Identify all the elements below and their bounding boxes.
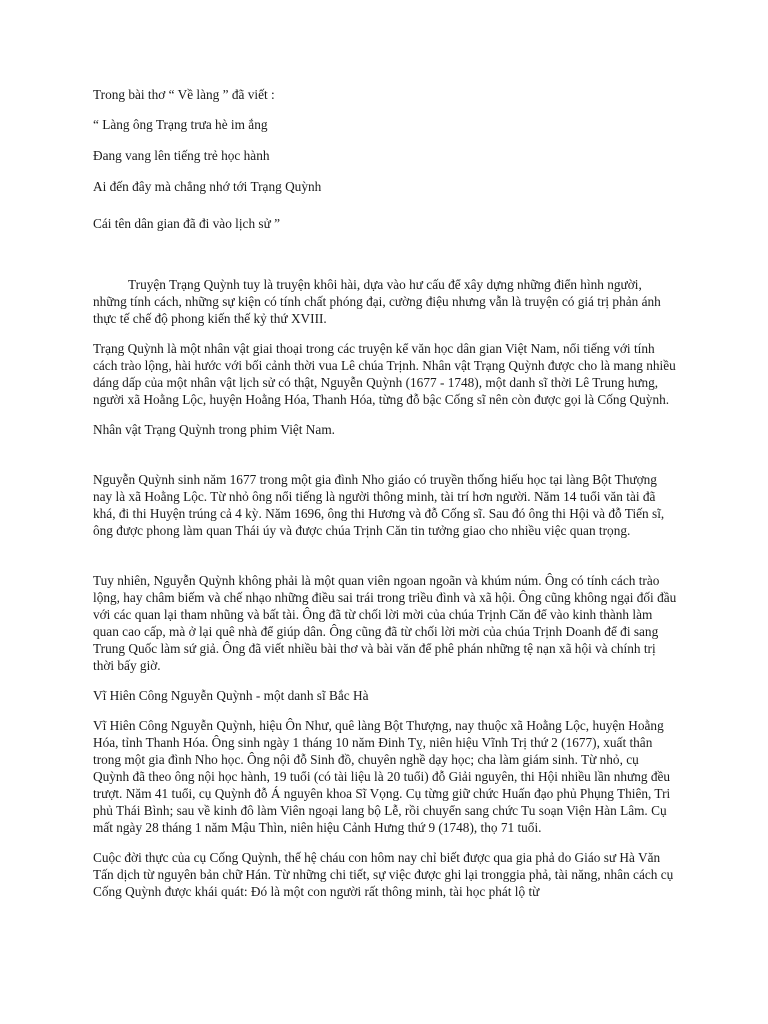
paragraph-2: Trạng Quỳnh là một nhân vật giai thoại trong các truyện kể văn học dân gian Việt Nam, nổi tiếng với tính cách trào lộng, hài hước với bối cảnh thời vua Lê chúa Trịnh. Nhân vật Trạng Quỳnh được cho là mang nhiều dáng dấp của một nhân vật lịch sử có thật, Nguyễn Quỳnh (1677 - 1748), một danh sĩ thời Lê Trung hưng, người xã Hoằng Lộc, huyện Hoằng Hóa, Thanh Hóa, từng đỗ bậc Cống sĩ nên còn được gọi là Cống Quỳnh. (93, 341, 676, 407)
verse-line-2: Đang vang lên tiếng trẻ học hành (93, 148, 270, 163)
verse-line-1: “ Làng ông Trạng trưa hè im ắng (93, 117, 268, 132)
image-caption: Nhân vật Trạng Quỳnh trong phim Việt Nam. (93, 422, 335, 437)
verse-line-3: Ai đến đây mà chẳng nhớ tới Trạng Quỳnh (93, 179, 322, 194)
paragraph-6: Cuộc đời thực của cụ Cống Quỳnh, thế hệ cháu con hôm nay chỉ biết được qua gia phả do Giáo sư Hà Văn Tấn dịch từ nguyên bản chữ Hán. Từ những chi tiết, sự việc được ghi lại tronggia phả, tài năng, nhân cách cụ Cống Quỳnh được khái quát: Đó là một con người rất thông minh, tài học phát lộ từ (93, 850, 674, 899)
intro-line: Trong bài thơ “ Về làng ” đã viết : (93, 87, 275, 102)
paragraph-4: Tuy nhiên, Nguyễn Quỳnh không phải là một quan viên ngoan ngoãn và khúm núm. Ông có tính cách trào lộng, hay châm biếm và chế nhạo những điều sai trái trong triều đình và xã hội. Ông cũng không ngại đối đầu với các quan lại tham nhũng và bất tài. Ông đã từ chối lời mời của chúa Trịnh Căn để vào kinh thành làm quan cao cấp, mà ở lại quê nhà để giúp dân. Ông cũng đã từ chối lời mời của chúa Trịnh Doanh để đi sang Trung Quốc làm sứ giả. Ông đã viết nhiều bài thơ và bài văn để phê phán những tệ nạn xã hội và chính trị thời bấy giờ. (93, 573, 677, 673)
paragraph-3: Nguyễn Quỳnh sinh năm 1677 trong một gia đình Nho giáo có truyền thống hiếu học tại làng Bột Thượng nay là xã Hoằng Lộc. Từ nhỏ ông nổi tiếng là người thông minh, tài trí hơn người. Năm 14 tuổi văn tài đã khá, đi thi Huyện trúng cả 4 kỳ. Năm 1696, ông thi Hương và đỗ Cống sĩ. Sau đó ông thi Hội và đỗ Tiến sĩ, ông được phong làm quan Thái úy và được chúa Trịnh Căn tin tưởng giao cho nhiều việc quan trọng. (93, 472, 665, 538)
section-heading: Vĩ Hiên Công Nguyễn Quỳnh - một danh sĩ Bắc Hà (93, 688, 369, 703)
verse-line-4: Cái tên dân gian đã đi vào lịch sử ” (93, 216, 281, 231)
paragraph-5: Vĩ Hiên Công Nguyễn Quỳnh, hiệu Ôn Như, quê làng Bột Thượng, nay thuộc xã Hoằng Lộc, huyện Hoằng Hóa, tỉnh Thanh Hóa. Ông sinh ngày 1 tháng 10 năm Đinh Tỵ, niên hiệu Vĩnh Trị thứ 2 (1677), xuất thân trong một gia đình Nho học. Ông nội đỗ Sinh đồ, chuyên nghề dạy học; cha làm giám sinh. Từ nhỏ, cụ Quỳnh đã theo ông nội học hành, 19 tuổi (có tài liệu là 20 tuổi) đỗ Giải nguyên, thi Hội nhiều lần nhưng đều trượt. Năm 41 tuổi, cụ Quỳnh đỗ Á nguyên khoa Sĩ Vọng. Cụ từng giữ chức Huấn đạo phủ Phụng Thiên, Tri phủ Thái Bình; sau về kinh đô làm Viên ngoại lang bộ Lễ, rồi chuyển sang chức Tu soạn Viện Hàn Lâm. Cụ mất ngày 28 tháng 1 năm Mậu Thìn, niên hiệu Cảnh Hưng thứ 9 (1748), thọ 71 tuổi. (93, 718, 671, 835)
paragraph-1: Truyện Trạng Quỳnh tuy là truyện khôi hài, dựa vào hư cấu để xây dựng những điển hình người, những tính cách, những sự kiện có tính chất phóng đại, cường điệu nhưng vẫn là truyện có giá trị phản ánh thực tế chế độ phong kiến thế kỷ thứ XVIII. (93, 277, 661, 326)
